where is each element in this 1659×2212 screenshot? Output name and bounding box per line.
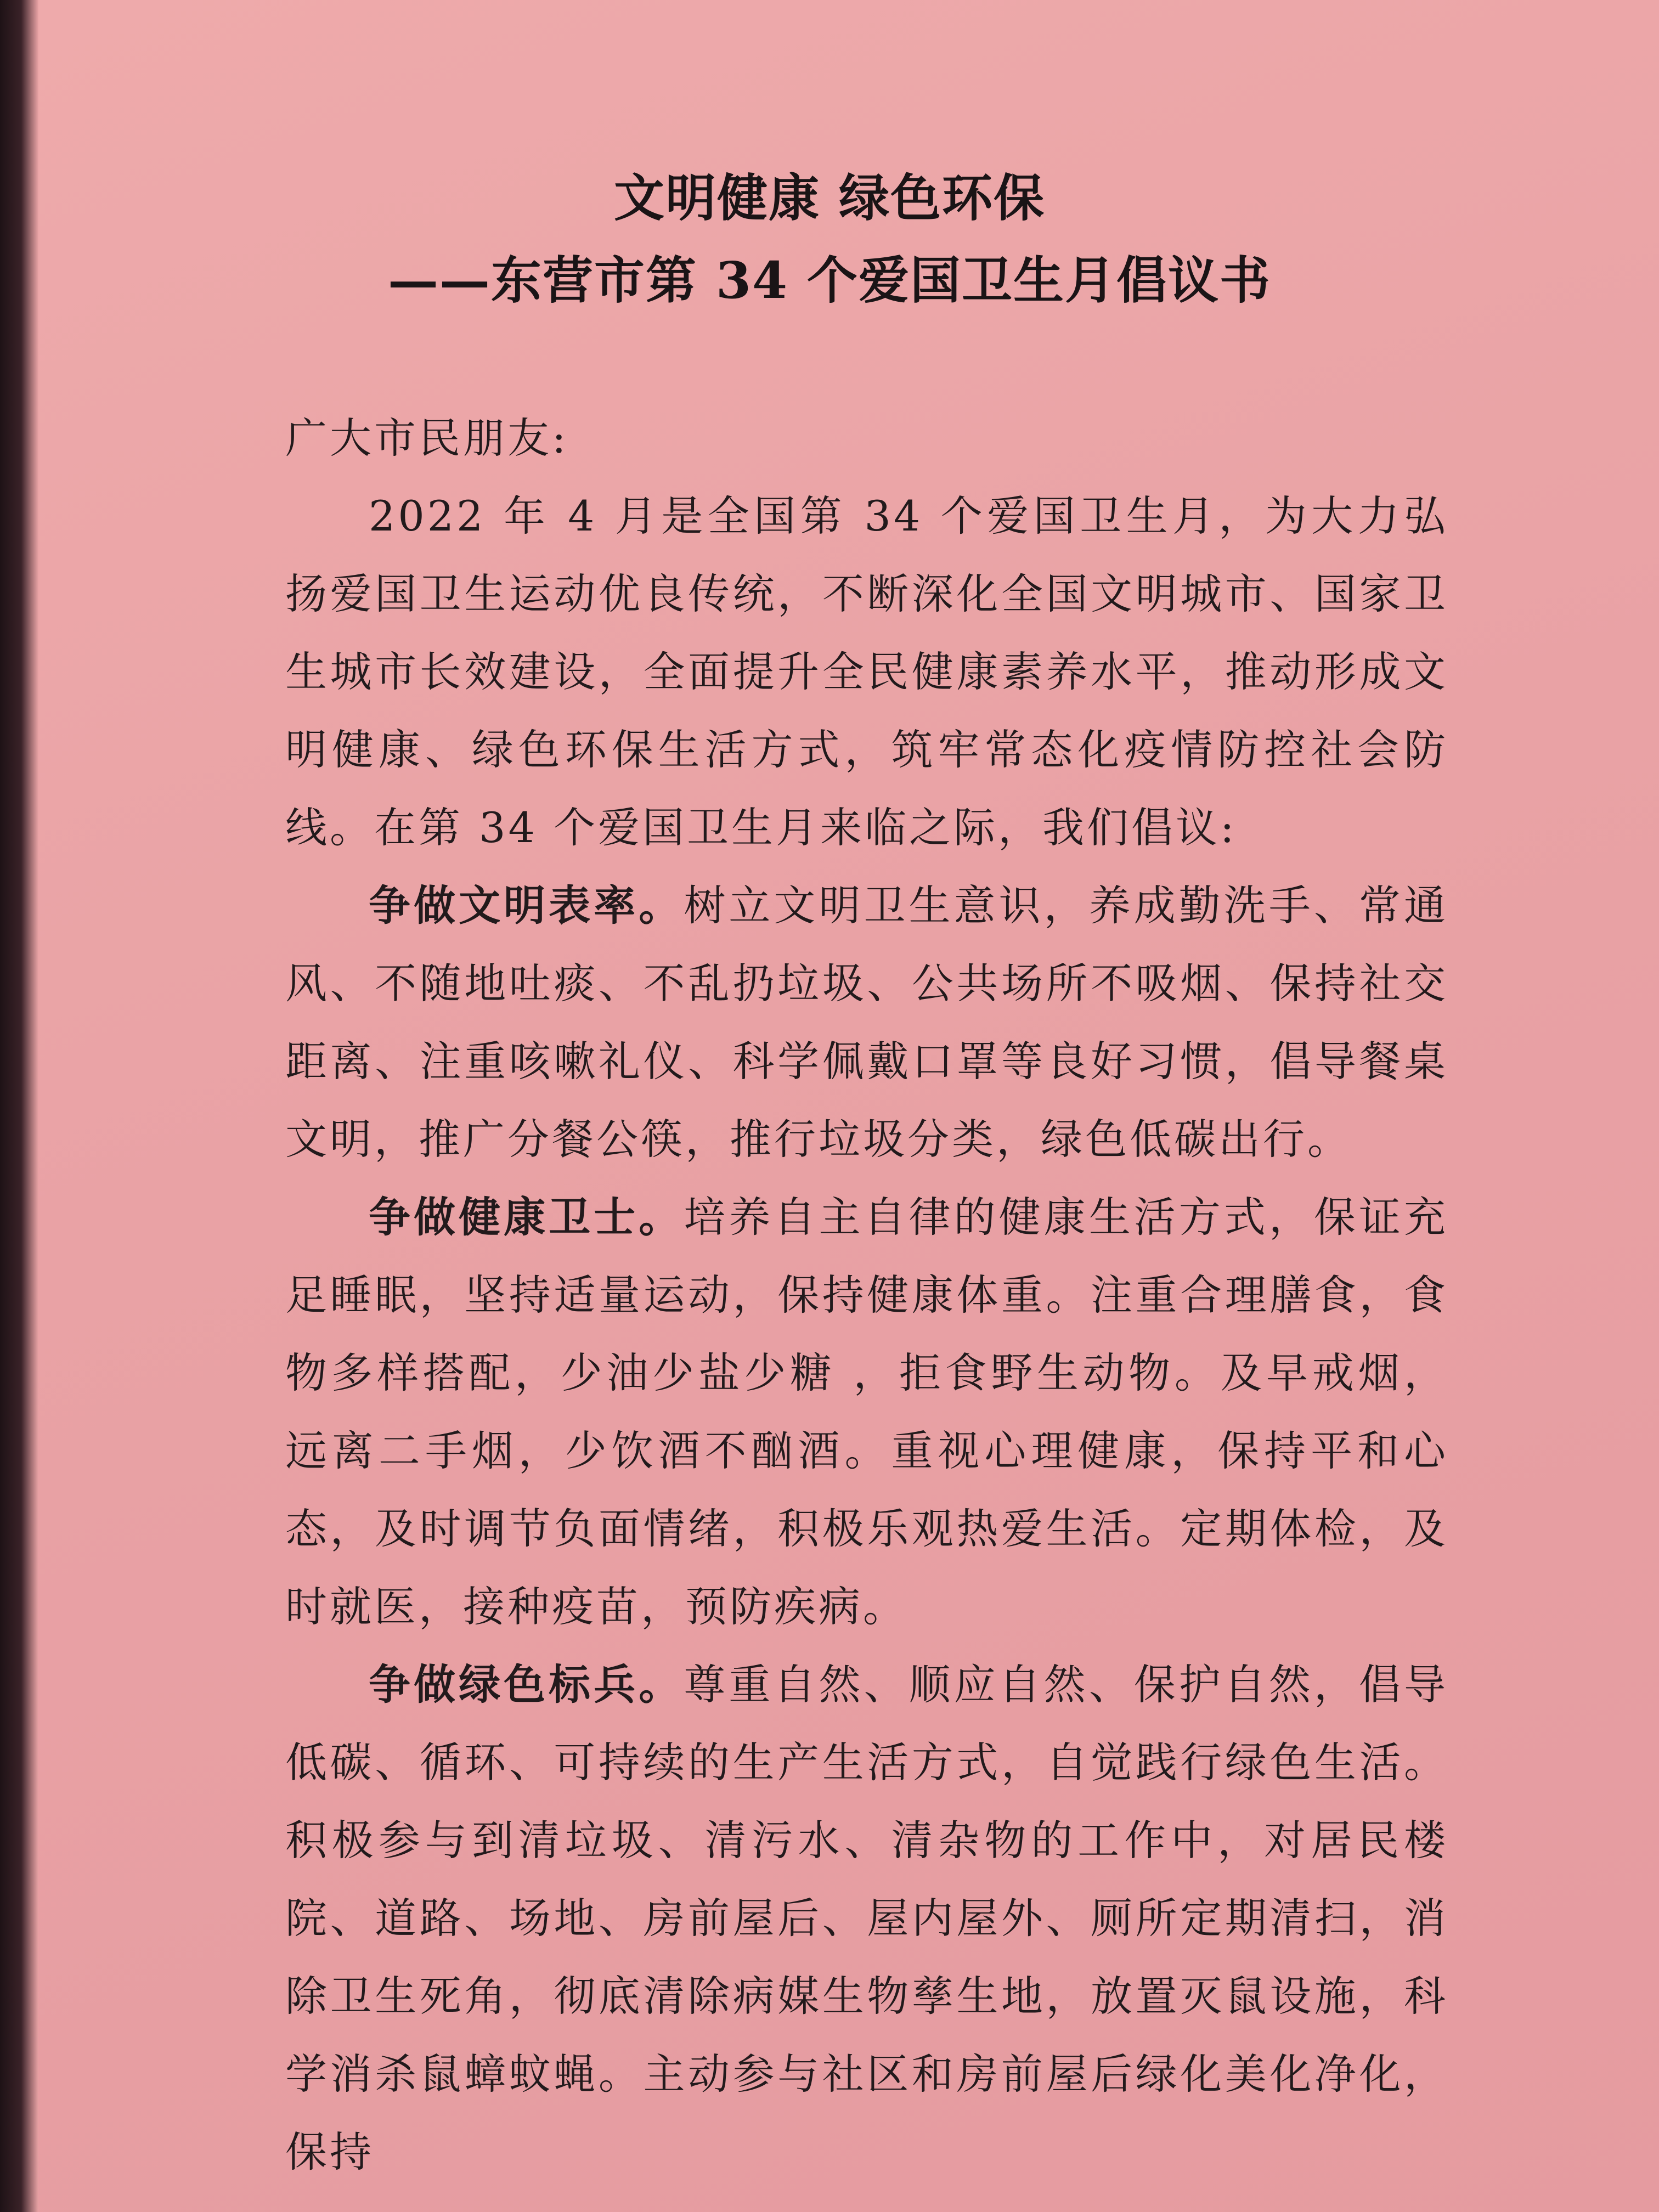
section-green — [285, 1646, 1448, 2191]
section-lead: 争做健康卫士。 — [369, 1193, 684, 1242]
greeting: 广大市民朋友: — [285, 414, 569, 462]
section-lead: 争做文明表率。 — [369, 881, 684, 930]
section-text: 尊重自然、顺应自然、保护自然，倡导低碳、循环、可持续的生产生活方式，自觉践行绿色生活。积极参与到清垃圾、清污水、清杂物的工作中，对居民楼院、道路、场地、房前屋后、屋内屋外、厕所定期清扫，消除卫生死角，彻底清除病媒生物孳生地，放置灭鼠设施，科学消杀鼠蟑蚊蝇。主动参与社区和房前屋后绿化美化净化，保持 — [285, 1660, 1449, 2176]
section-text: 培养自主自律的健康生活方式，保证充足睡眠，坚持适量运动，保持健康体重。注重合理膳食，食物多样搭配，少油少盐少糖 ，拒食野生动物。及早戒烟，远离二手烟，少饮酒不酗酒。重视心理健康，保持平和心态，及时调节负面情绪，积极乐观热爱生活。定期体检，及时就医，接种疫苗，预防疾病。 — [285, 1193, 1449, 1631]
document-body — [285, 399, 1448, 2191]
page-edge-shadow — [0, 0, 38, 2212]
section-lead: 争做绿色标兵。 — [369, 1660, 684, 1709]
document-title: 文明健康 绿色环保 — [613, 168, 1046, 228]
document-subtitle: ——东营市第 34 个爱国卫生月倡议书 — [387, 251, 1272, 310]
intro-paragraph: 2022 年 4 月是全国第 34 个爱国卫生月，为大力弘扬爱国卫生运动优良传统，不断深化全国文明城市、国家卫生城市长效建设，全面提升全民健康素养水平，推动形成文明健康、绿色环保生活方式，筑牢常态化疫情防控社会防线。在第 34 个爱国卫生月来临之际，我们倡议: — [285, 492, 1448, 852]
section-civility — [285, 867, 1448, 1178]
section-text: 树立文明卫生意识，养成勤洗手、常通风、不随地吐痰、不乱扔垃圾、公共场所不吸烟、保持社交距离、注重咳嗽礼仪、科学佩戴口罩等良好习惯，倡导餐桌文明，推广分餐公筷，推行垃圾分类，绿色低碳出行。 — [285, 881, 1449, 1164]
section-health — [285, 1178, 1448, 1646]
